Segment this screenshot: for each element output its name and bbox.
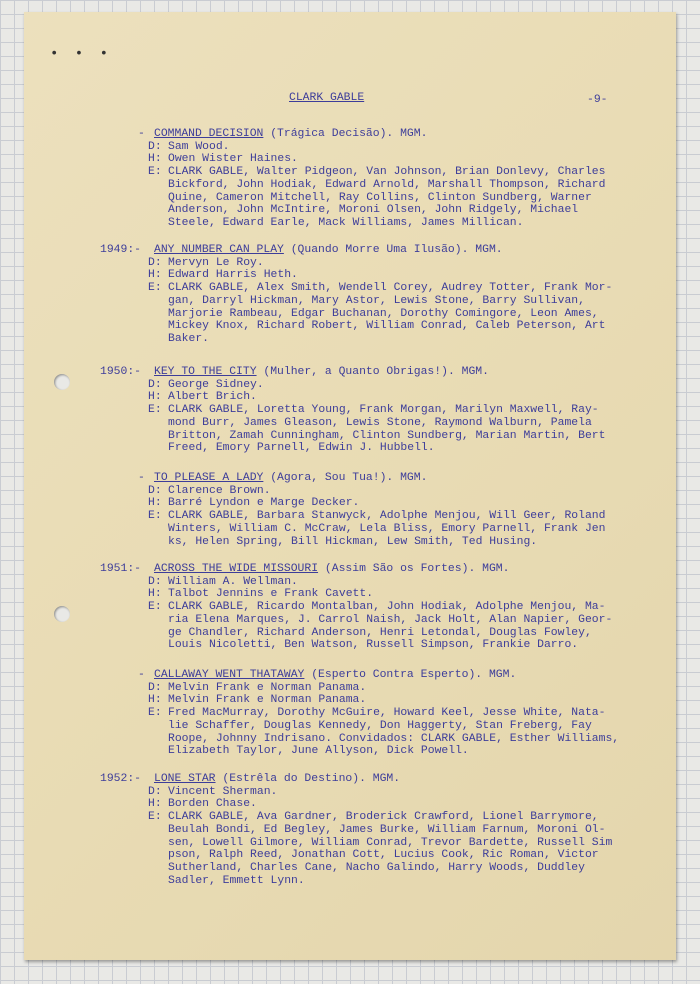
cast-line: Anderson, John McIntire, Moroni Olsen, John Ridgely, Michael bbox=[168, 204, 579, 217]
director-label: D: bbox=[148, 575, 162, 588]
cast-line: Bickford, John Hodiak, Edward Arnold, Marshall Thompson, Richard bbox=[168, 178, 606, 191]
cast-line: Fred MacMurray, Dorothy McGuire, Howard Keel, Jesse White, Nata- bbox=[168, 707, 606, 720]
cast-lines bbox=[168, 811, 612, 887]
cast-label: E: bbox=[148, 282, 162, 295]
cast-block bbox=[148, 811, 666, 887]
film-entry bbox=[86, 669, 666, 758]
film-heading bbox=[86, 244, 666, 257]
film-title-line bbox=[154, 472, 427, 485]
writer-name: Melvin Frank e Norman Panama. bbox=[168, 694, 367, 707]
director-name: Sam Wood. bbox=[168, 140, 230, 153]
film-dash: - bbox=[138, 128, 145, 140]
cast-line: CLARK GABLE, Alex Smith, Wendell Corey, Audrey Totter, Frank Mor- bbox=[168, 282, 613, 295]
typed-sheet bbox=[24, 12, 676, 960]
cast-line: Mickey Knox, Richard Robert, William Conrad, Caleb Peterson, Art bbox=[168, 320, 606, 333]
cast-line: Britton, Zamah Cunningham, Clinton Sundberg, Marian Martin, Bert bbox=[168, 429, 606, 442]
cast-label: E: bbox=[148, 707, 162, 720]
writer-line bbox=[148, 497, 666, 510]
cast-line: CLARK GABLE, Ava Gardner, Broderick Crawford, Lionel Barrymore, bbox=[168, 811, 599, 824]
cast-line: Quine, Cameron Mitchell, Ray Collins, Clinton Sundberg, Warner bbox=[168, 191, 592, 204]
page-title: CLARK GABLE bbox=[289, 92, 365, 104]
film-heading bbox=[86, 472, 666, 485]
cast-line: ks, Helen Spring, Bill Hickman, Lew Smith, Ted Husing. bbox=[168, 535, 538, 548]
film-title: LONE STAR bbox=[154, 773, 216, 785]
director-line bbox=[148, 141, 666, 154]
writer-name: Edward Harris Heth. bbox=[168, 269, 298, 282]
cast-lines bbox=[168, 601, 612, 652]
cast-block bbox=[148, 707, 666, 758]
director-name: Vincent Sherman. bbox=[168, 785, 278, 798]
cast-line: Freed, Emory Parnell, Edwin J. Hubbell. bbox=[168, 442, 435, 455]
cast-line: pson, Ralph Reed, Jonathan Cott, Lucius Cook, Ric Roman, Victor bbox=[168, 849, 599, 862]
director-line bbox=[148, 257, 666, 270]
punch-hole bbox=[54, 606, 70, 622]
cast-block bbox=[148, 601, 666, 652]
cast-label: E: bbox=[148, 510, 162, 523]
cast-line: Beulah Bondi, Ed Begley, James Burke, William Farnum, Moroni Ol- bbox=[168, 823, 606, 836]
film-translation: (Estrêla do Destino). MGM. bbox=[215, 773, 401, 785]
film-entry bbox=[86, 244, 666, 346]
director-name: Clarence Brown. bbox=[168, 484, 271, 497]
cast-block bbox=[148, 404, 666, 455]
cast-label: E: bbox=[148, 166, 162, 179]
director-name: Mervyn Le Roy. bbox=[168, 256, 264, 269]
film-translation: (Trágica Decisão). MGM. bbox=[263, 128, 428, 140]
film-title: KEY TO THE CITY bbox=[154, 366, 257, 378]
writer-name: Barré Lyndon e Marge Decker. bbox=[168, 497, 360, 510]
cast-line: Elizabeth Taylor, June Allyson, Dick Powell. bbox=[168, 745, 469, 758]
film-heading bbox=[86, 563, 666, 576]
writer-name: Talbot Jennins e Frank Cavett. bbox=[168, 588, 374, 601]
film-heading bbox=[86, 669, 666, 682]
writer-label: H: bbox=[148, 588, 162, 601]
cast-line: Sutherland, Charles Cane, Nacho Galindo, Harry Woods, Duddley bbox=[168, 861, 585, 874]
cast-line: Louis Nicoletti, Ben Watson, Russell Simpson, Frankie Darro. bbox=[168, 639, 579, 652]
writer-label: H: bbox=[148, 497, 162, 510]
director-label: D: bbox=[148, 256, 162, 269]
director-label: D: bbox=[148, 681, 162, 694]
film-title: TO PLEASE A LADY bbox=[154, 472, 264, 484]
cast-line: sen, Lowell Gilmore, William Conrad, Trevor Bardette, Russell Sim bbox=[168, 836, 613, 849]
writer-line bbox=[148, 694, 666, 707]
ink-marks: • • • bbox=[50, 46, 113, 62]
director-line bbox=[148, 379, 666, 392]
director-label: D: bbox=[148, 785, 162, 798]
writer-line bbox=[148, 391, 666, 404]
film-entry bbox=[86, 128, 666, 230]
film-translation: (Assim São os Fortes). MGM. bbox=[318, 563, 510, 575]
film-title-line bbox=[154, 563, 509, 576]
film-title: ACROSS THE WIDE MISSOURI bbox=[154, 563, 319, 575]
cast-line: Roope, Johnny Indrisano. Convidados: CLARK GABLE, Esther Williams, bbox=[168, 732, 620, 745]
film-title-line bbox=[154, 366, 489, 379]
cast-line: Marjorie Rambeau, Edgar Buchanan, Dorothy Comingore, Leon Ames, bbox=[168, 307, 599, 320]
film-year: 1949:- bbox=[100, 244, 142, 256]
film-heading bbox=[86, 366, 666, 379]
cast-lines bbox=[168, 404, 605, 455]
cast-line: mond Burr, James Gleason, Lewis Stone, Raymond Walburn, Pamela bbox=[168, 416, 592, 429]
film-year: 1950:- bbox=[100, 366, 142, 378]
film-entry bbox=[86, 773, 666, 887]
film-year: 1952:- bbox=[100, 773, 142, 785]
cast-lines bbox=[168, 166, 605, 230]
writer-name: Borden Chase. bbox=[168, 798, 257, 811]
film-translation: (Mulher, a Quanto Obrigas!). MGM. bbox=[256, 366, 489, 378]
film-title-line bbox=[154, 128, 427, 141]
director-line bbox=[148, 576, 666, 589]
film-title: COMMAND DECISION bbox=[154, 128, 264, 140]
cast-block bbox=[148, 166, 666, 230]
cast-line: CLARK GABLE, Loretta Young, Frank Morgan, Marilyn Maxwell, Ray- bbox=[168, 404, 599, 417]
cast-label: E: bbox=[148, 404, 162, 417]
director-name: George Sidney. bbox=[168, 378, 264, 391]
film-title-line bbox=[154, 244, 503, 257]
writer-name: Albert Brich. bbox=[168, 391, 257, 404]
director-line bbox=[148, 485, 666, 498]
writer-label: H: bbox=[148, 391, 162, 404]
writer-line bbox=[148, 269, 666, 282]
cast-line: lie Schaffer, Douglas Kennedy, Don Haggerty, Stan Freberg, Fay bbox=[168, 719, 592, 732]
film-heading bbox=[86, 128, 666, 141]
cast-block bbox=[148, 510, 666, 548]
writer-line bbox=[148, 798, 666, 811]
cast-line: Sadler, Emmett Lynn. bbox=[168, 874, 305, 887]
film-translation: (Quando Morre Uma Ilusão). MGM. bbox=[283, 244, 503, 256]
page-number: -9- bbox=[587, 94, 608, 106]
cast-line: CLARK GABLE, Barbara Stanwyck, Adolphe Menjou, Will Geer, Roland bbox=[168, 510, 606, 523]
writer-label: H: bbox=[148, 798, 162, 811]
writer-label: H: bbox=[148, 694, 162, 707]
cast-lines bbox=[168, 707, 619, 758]
cast-label: E: bbox=[148, 811, 162, 824]
writer-label: H: bbox=[148, 153, 162, 166]
director-line bbox=[148, 786, 666, 799]
director-label: D: bbox=[148, 484, 162, 497]
cast-lines bbox=[168, 282, 612, 346]
film-dash: - bbox=[138, 472, 145, 484]
cast-line: CLARK GABLE, Walter Pidgeon, Van Johnson, Brian Donlevy, Charles bbox=[168, 166, 606, 179]
cast-line: ge Chandler, Richard Anderson, Henri Letondal, Douglas Fowley, bbox=[168, 626, 592, 639]
film-title: ANY NUMBER CAN PLAY bbox=[154, 244, 284, 256]
cast-block bbox=[148, 282, 666, 346]
cast-line: gan, Darryl Hickman, Mary Astor, Lewis Stone, Barry Sullivan, bbox=[168, 294, 585, 307]
director-line bbox=[148, 682, 666, 695]
film-year: 1951:- bbox=[100, 563, 142, 575]
film-title: CALLAWAY WENT THATAWAY bbox=[154, 669, 305, 681]
film-heading bbox=[86, 773, 666, 786]
writer-name: Owen Wister Haines. bbox=[168, 153, 298, 166]
film-translation: (Agora, Sou Tua!). MGM. bbox=[263, 472, 428, 484]
punch-hole bbox=[54, 374, 70, 390]
cast-line: Winters, William C. McCraw, Lela Bliss, Emory Parnell, Frank Jen bbox=[168, 522, 606, 535]
film-entry bbox=[86, 563, 666, 652]
director-label: D: bbox=[148, 140, 162, 153]
writer-line bbox=[148, 153, 666, 166]
film-entry bbox=[86, 472, 666, 548]
film-title-line bbox=[154, 773, 400, 786]
director-label: D: bbox=[148, 378, 162, 391]
film-entry bbox=[86, 366, 666, 455]
writer-line bbox=[148, 588, 666, 601]
cast-lines bbox=[168, 510, 605, 548]
director-name: William A. Wellman. bbox=[168, 575, 298, 588]
film-title-line bbox=[154, 669, 516, 682]
cast-label: E: bbox=[148, 601, 162, 614]
director-name: Melvin Frank e Norman Panama. bbox=[168, 681, 367, 694]
film-translation: (Esperto Contra Esperto). MGM. bbox=[304, 669, 517, 681]
cast-line: Baker. bbox=[168, 332, 210, 345]
cast-line: Steele, Edward Earle, Mack Williams, James Millican. bbox=[168, 216, 524, 229]
film-dash: - bbox=[138, 669, 145, 681]
cast-line: ria Elena Marques, J. Carrol Naish, Jack Holt, Alan Napier, Geor- bbox=[168, 613, 613, 626]
writer-label: H: bbox=[148, 269, 162, 282]
cast-line: CLARK GABLE, Ricardo Montalban, John Hodiak, Adolphe Menjou, Ma- bbox=[168, 601, 606, 614]
